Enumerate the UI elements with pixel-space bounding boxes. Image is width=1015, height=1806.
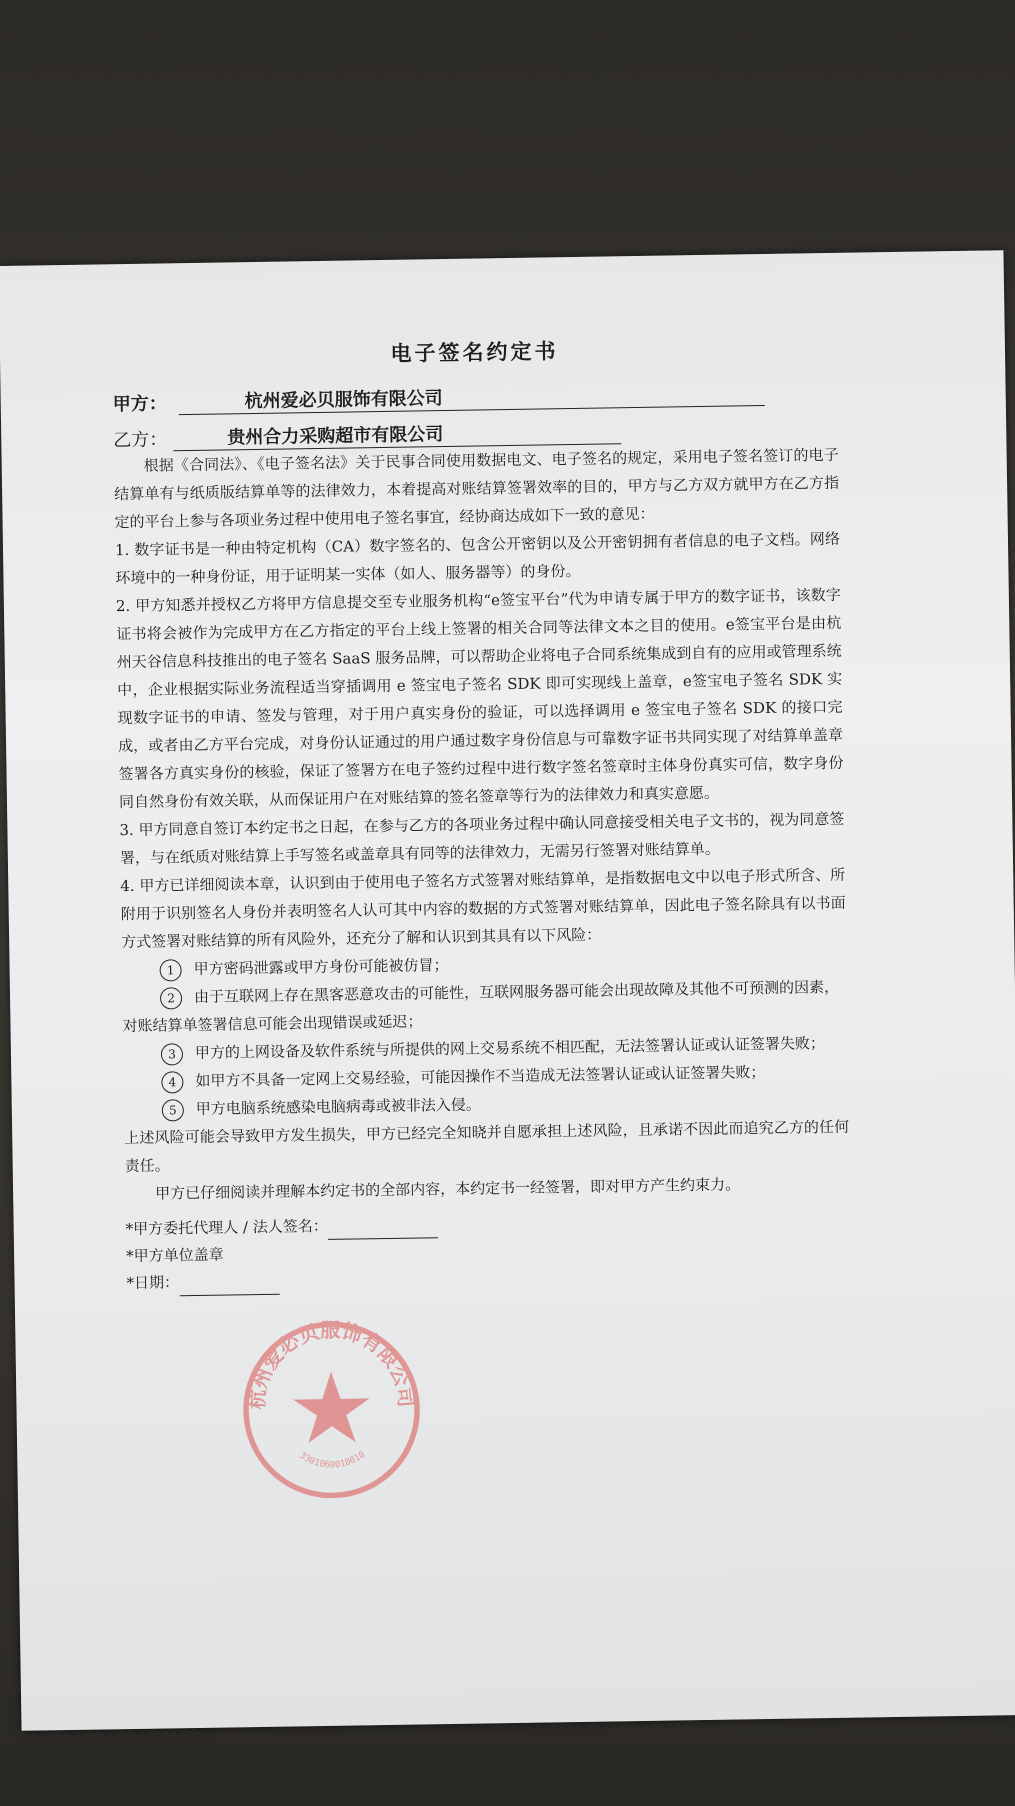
risk-number: 3 (161, 1043, 183, 1065)
document-title: 电子签名约定书 (390, 338, 559, 366)
clause-1: 1. 数字证书是一种由特定机构（CA）数字签名的、包含公开密钥以及公开密钥拥有者信息的电子文档。网络环境中的一种身份证，用于证明某一实体（如人、服务器等）的身份。 (114, 529, 841, 588)
svg-text:3301060010010 (297, 1450, 367, 1471)
risk-text: 甲方电脑系统感染电脑病毒或被非法入侵。 (195, 1095, 481, 1118)
document-content (112, 331, 852, 1297)
risk-text: 甲方密码泄露或甲方身份可能被仿冒； (193, 956, 449, 979)
risk-summary: 上述风险可能会导致甲方发生损失，甲方已经完全知晓并自愿承担上述风险，且承诺不因此而追究乙方的任何责任。 (124, 1117, 850, 1176)
stamp-company-text: 杭州爱必贝服饰有限公司 (244, 1317, 419, 1411)
party-b-name: 贵州合力采购超市有限公司 (173, 417, 621, 451)
risk-number: 5 (162, 1099, 184, 1121)
party-b-label: 乙方： (113, 429, 168, 452)
risk-text: 甲方的上网设备及软件系统与所提供的网上交易系统不相匹配，无法签署认证或认证签署失败； (194, 1034, 826, 1062)
intro-paragraph: 根据《合同法》、《电子签名法》关于民事合同使用数据电文、电子签名的规定，采用电子签名签订的电子结算单有与纸质版结算单等的法律效力，本着提高对账结算签署效率的目的，甲方与乙方双方就甲方在乙方指定的平台上参与各项业务过程中使用电子签名事宜，经协商达成如下一致的意见： (114, 445, 840, 532)
document-paper (0, 250, 1015, 1731)
signature-block (125, 1205, 851, 1297)
party-a-label: 甲方： (112, 393, 167, 416)
signature-agent-line (328, 1217, 438, 1240)
signature-date-line (179, 1274, 279, 1297)
signature-seal-label: *甲方单位盖章 (125, 1245, 224, 1266)
signature-agent-label: *甲方委托代理人 / 法人签名： (125, 1216, 328, 1239)
party-a-row (112, 375, 837, 416)
signature-date-label: *日期： (126, 1273, 180, 1293)
risk-number: 2 (160, 987, 182, 1009)
stamp-star-icon (293, 1371, 371, 1443)
company-seal-stamp (239, 1317, 424, 1502)
clause-3: 3. 甲方同意自签订本约定书之日起，在参与乙方的各项业务过程中确认同意接受相关电子文书的，视为同意签署，与在纸质对账结算上手写签名或盖章具有同等的法律效力，无需另行签署对账结算单。 (119, 809, 845, 868)
risk-number: 1 (159, 959, 181, 981)
risk-text: 由于互联网上存在黑客恶意攻击的可能性，互联网服务器可能会出现故障及其他不可预测的因素，对账结算单签署信息可能会出现错误或延迟； (122, 977, 840, 1036)
stamp-code-text: 3301060010010 (297, 1449, 368, 1471)
clause-4: 4. 甲方已详细阅读本章，认识到由于使用电子签名方式签署对账结算单，是指数据电文中以电子形式所含、所附用于识别签名人身份并表明签名人认可其中内容的数据的方式签署对账结算单，因此电子签名除具有以书面方式签署对账结算的所有风险外，还充分了解和认识到其具有以下风险： (120, 865, 846, 952)
closing-paragraph: 甲方已仔细阅读并理解本约定书的全部内容，本约定书一经签署，即对甲方产生约束力。 (155, 1175, 741, 1203)
risk-text: 如甲方不具备一定网上交易经验，可能因操作不当造成无法签署认证或认证签署失败； (195, 1063, 766, 1090)
party-a-name: 杭州爱必贝服饰有限公司 (178, 379, 764, 415)
risk-number: 4 (161, 1071, 183, 1093)
clause-2: 2. 甲方知悉并授权乙方将甲方信息提交至专业服务机构“e签宝平台”代为申请专属于甲方的数字证书，该数字证书将会被作为完成甲方在乙方指定的平台上线上签署的相关合同等法律文本之目的使用。e签宝平台是由杭州天谷信息科技推出的电子签名 SaaS 服务品牌，可以帮助企业将电子合同系统集成到自有的应用或管理系统中，企业根据实际业务流程适当穿插调用 e 签宝电子签名 SDK 即可实现线上盖章，e签宝电子签名 SDK 实现数字证书的申请、签发与管理，对于用户真实身份的验证，可以选择调用 e 签宝电子签名 SDK 的接口完成，或者由乙方平台完成，对身份认证通过的用户通过数字身份信息与可靠数字证书共同实现了对结算单盖章签署各方真实身份的核验，保证了签署方在电子签约过程中进行数字签名签章时主体身份真实可信，数字身份同自然身份有效关联，从而保证用户在对账结算的签名签章等行为的法律效力和真实意愿。 (115, 585, 844, 812)
